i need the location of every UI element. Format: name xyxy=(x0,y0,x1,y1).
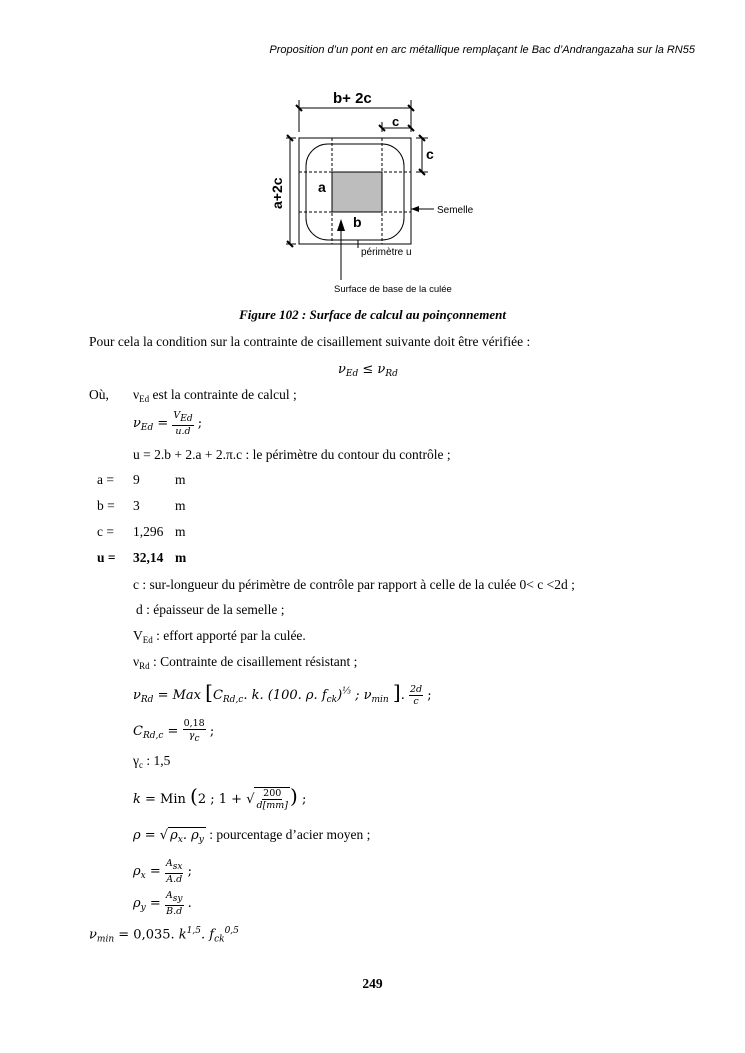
value-b-label: b = xyxy=(97,498,115,513)
value-c-unit: m xyxy=(175,524,186,539)
condition-formula: $\nu_{Ed} \le \nu_{Rd}$ xyxy=(338,362,398,379)
value-u-label: u = xyxy=(97,550,116,565)
crd-formula: $C_{Rd,c}$ = $\frac{0,18}{\gamma_c}$ ; xyxy=(133,718,215,744)
k-formula: k = Min (2 ; 1 + √ $\frac{200}{d[mm]}$ ) ; xyxy=(133,784,307,811)
def-ved: $\nu_{Ed}$ est la contrainte de calcul ; xyxy=(133,387,297,404)
value-a-unit: m xyxy=(175,472,186,487)
page-number: 249 xyxy=(362,976,383,991)
gamma-c: $\gamma_c$ : 1,5 xyxy=(133,753,171,770)
value-u: 32,14 xyxy=(133,550,164,565)
def-VEd: $V_{Ed}$ : effort apporté par la culée. xyxy=(133,628,306,645)
figure-caption: Figure 102 : Surface de calcul au poinçonnement xyxy=(239,307,506,322)
punching-diagram xyxy=(266,86,496,298)
def-c: c : sur-longueur du périmètre de contrôle par rapport à celle de la culée 0< c <2d ; xyxy=(133,577,575,592)
value-b: 3 xyxy=(133,498,140,513)
arrow-semelle xyxy=(411,206,419,212)
value-c: 1,296 xyxy=(133,524,164,539)
vrd-formula: $\nu_{Rd}$ = Max [$C_{Rd,c}$. k. (100. ρ. $f_{ck})^{\frac{1}{3}}$ ; $\nu_{min}$ ]. $\frac{2d}{c}$ ; xyxy=(133,680,432,707)
value-u-unit: m xyxy=(175,550,187,565)
running-header: Proposition d’un pont en arc métallique remplaçant le Bac d’Andrangazaha sur la RN55 xyxy=(269,44,695,56)
label-perimetre: périmètre u xyxy=(361,247,412,258)
intro-text: Pour cela la condition sur la contrainte de cisaillement suivante doit être vérifiée : xyxy=(89,334,531,349)
label-b: b xyxy=(353,214,362,230)
rhox-formula: $\rho_x$ = $\frac{A_{sx}}{A.d}$ ; xyxy=(133,858,193,885)
dim-c-right-label: c xyxy=(426,146,434,162)
label-a: a xyxy=(318,179,326,195)
dim-c-top-label: c xyxy=(392,114,400,129)
rho-formula: ρ = √ $\rho_x$. $\rho_y$ : pourcentage d’acier moyen ; xyxy=(133,827,371,845)
value-b-unit: m xyxy=(175,498,186,513)
def-vrd: $\nu_{Rd}$ : Contrainte de cisaillement résistant ; xyxy=(133,654,358,671)
label-semelle: Semelle xyxy=(437,205,474,216)
value-a-label: a = xyxy=(97,472,114,487)
label-surface: Surface de base de la culée xyxy=(334,284,452,295)
u-formula: u = 2.b + 2.a + 2.π.c : le périmètre du contour du contrôle ; xyxy=(133,447,451,462)
value-c-label: c = xyxy=(97,524,114,539)
value-a: 9 xyxy=(133,472,140,487)
dim-left-label: a+2c xyxy=(269,177,285,209)
culee-base xyxy=(332,172,382,212)
ved-formula: $\nu_{Ed}$ = $\frac{V_{Ed}}{u.d}$ ; xyxy=(133,410,203,437)
ou-label: Où, xyxy=(89,387,109,402)
def-d: d : épaisseur de la semelle ; xyxy=(136,602,285,617)
rhoy-formula: $\rho_y$ = $\frac{A_{sy}}{B.d}$ . xyxy=(133,890,192,917)
arrow-up xyxy=(337,219,345,231)
dim-top-label: b+ 2c xyxy=(333,90,372,107)
vmin-formula: $\nu_{min} = 0,035$. $k^{1,5}$. $f_{ck}^{0,5}$ xyxy=(89,926,239,945)
